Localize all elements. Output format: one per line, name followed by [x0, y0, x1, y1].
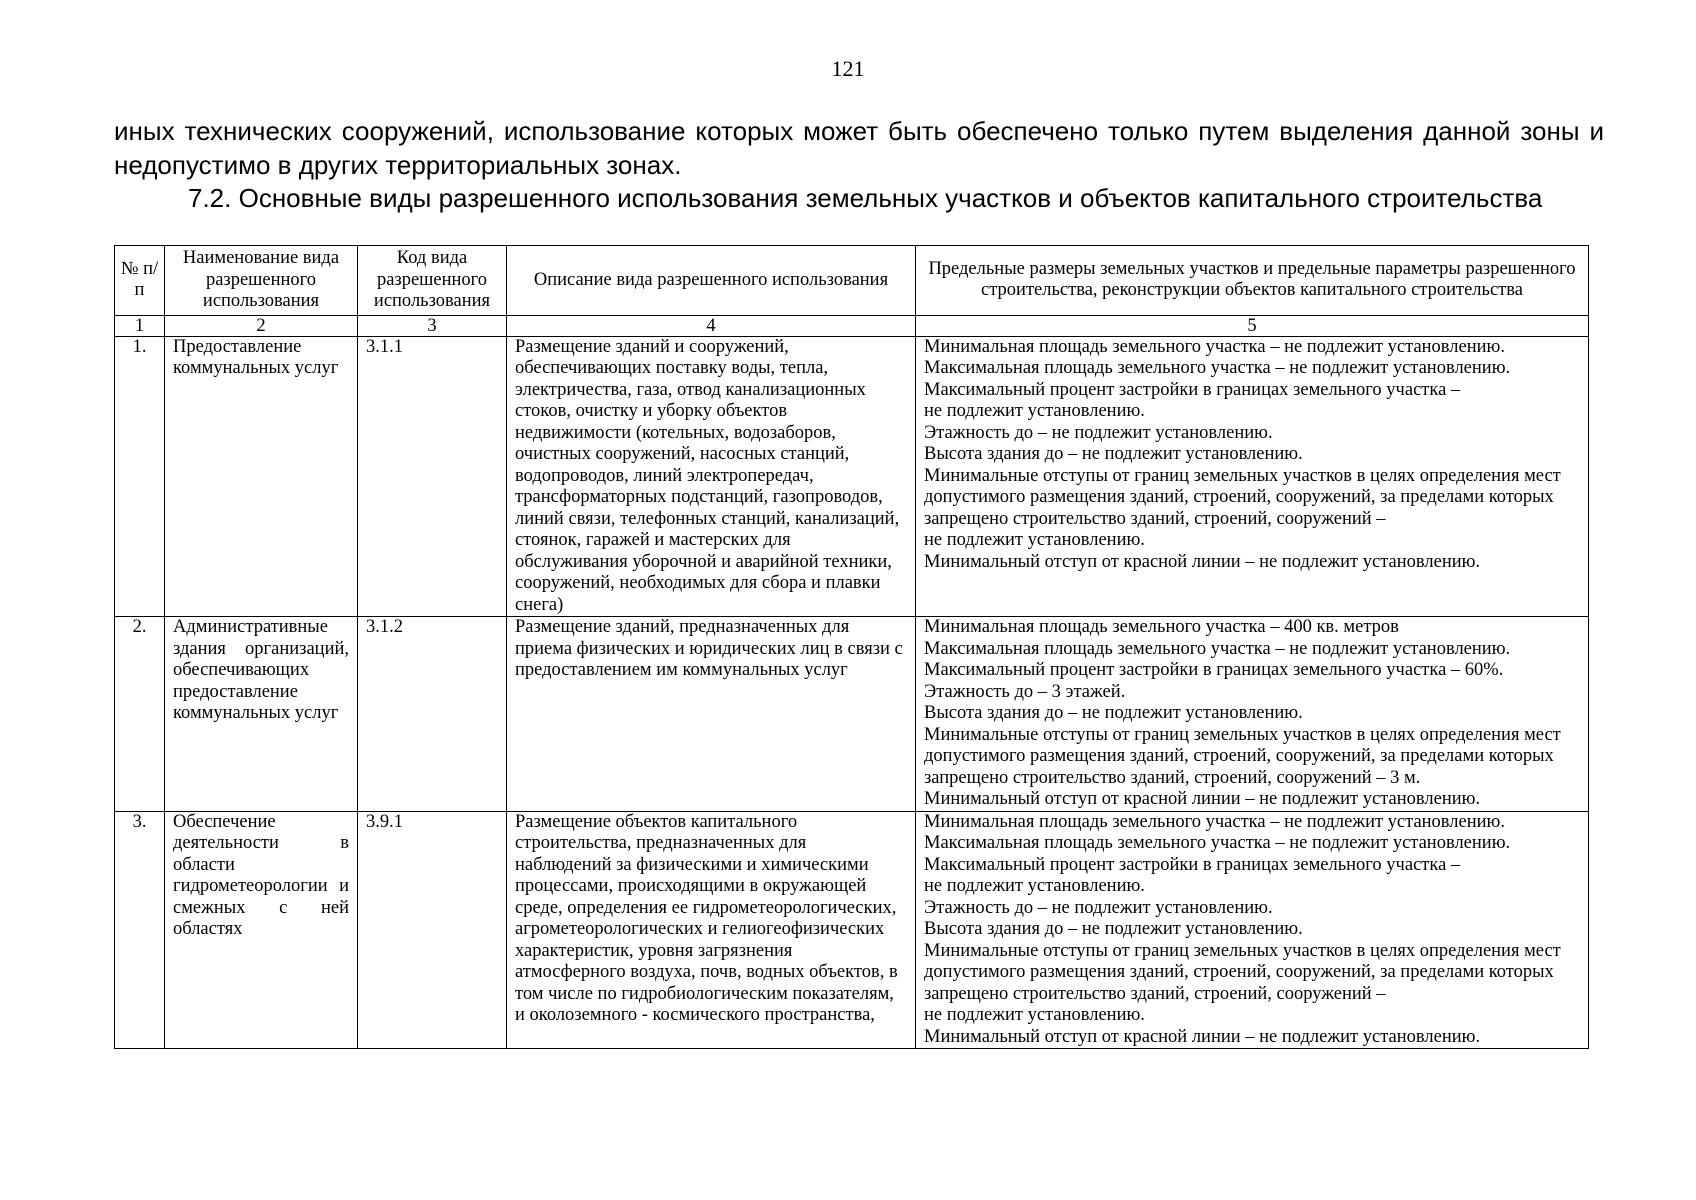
limit-line: Максимальная площадь земельного участка – не подлежит установлению. [924, 638, 1511, 659]
column-number: 4 [507, 315, 916, 336]
limit-line: не подлежит установлению. [924, 1005, 1145, 1025]
use-description: Размещение зданий и сооружений, обеспечивающих поставку воды, тепла, электричества, газа, отвод канализационных стоков, очистку и уборку объектов недвижимости (котельных, водозаборов, очистных сооружений, насосных станций, водопроводов, линий электропередач, трансформаторных подстанций, газопроводов, линий связи, телефонных станций, канализаций, стоянок, гаражей и мастерских для обслуживания уборочной и аварийной техники, сооружений, необходимых для сбора и плавки снега) [507, 336, 916, 617]
limit-line: Минимальная площадь земельного участка – 400 кв. метров [924, 617, 1399, 637]
limit-line: Минимальные отступы от границ земельных участков в целях определения мест допустимого размещения зданий, строений, сооружений, за пределами которых запрещено строительство зданий, строений, сооружений – [924, 465, 1561, 529]
section-title: 7.2. Основные виды разрешенного использования земельных участков и объектов капитального строительства [188, 183, 1543, 213]
use-code: 3.1.1 [358, 336, 507, 617]
column-number: 5 [916, 315, 1589, 336]
permitted-use-table [114, 245, 1589, 1049]
use-limits [916, 811, 1589, 1049]
use-name: Административные здания организаций, обеспечивающих предоставление коммунальных услуг [165, 617, 358, 812]
use-limits [916, 336, 1589, 617]
limit-line: Максимальная площадь земельного участка – не подлежит установлению. [924, 833, 1511, 853]
table-row [115, 336, 1589, 617]
header-code: Код вида разрешенного использования [358, 246, 507, 316]
use-description: Размещение зданий, предназначенных для приема физических и юридических лиц в связи с предоставлением им коммунальных услуг [507, 617, 916, 812]
column-number: 3 [358, 315, 507, 336]
limit-line: Этажность до – 3 этажей. [924, 681, 1126, 702]
limit-line: Минимальный отступ от красной линии – не подлежит установлению. [924, 1026, 1481, 1047]
limit-line: не подлежит установлению. [924, 401, 1145, 421]
limit-line: не подлежит установлению. [924, 530, 1145, 550]
header-description: Описание вида разрешенного использования [507, 246, 916, 316]
limit-line: Минимальный отступ от красной линии – не подлежит установлению. [924, 789, 1481, 809]
row-number: 1. [115, 336, 165, 617]
limit-line: Минимальная площадь земельного участка – не подлежит установлению. [924, 336, 1505, 357]
use-limits [916, 617, 1589, 812]
limit-line: Высота здания до – не подлежит установлению. [924, 703, 1303, 723]
limit-line: Минимальная площадь земельного участка – не подлежит установлению. [924, 811, 1505, 832]
limit-line: Минимальные отступы от границ земельных участков в целях определения мест допустимого размещения зданий, строений, сооружений, за пределами которых запрещено строительство зданий, строений, сооружений – [924, 940, 1561, 1004]
column-number: 2 [165, 315, 358, 336]
limit-line: Максимальный процент застройки в границах земельного участка – [924, 854, 1461, 875]
use-name: Обеспечение деятельности в области гидрометеорологии и смежных с ней областях [165, 811, 358, 1049]
use-code: 3.1.2 [358, 617, 507, 812]
intro-paragraph: иных технических сооружений, использование которых может быть обеспечено только путем выделения данной зоны и недопустимо в других территориальных зонах. [114, 116, 1604, 180]
header-num: № п/п [115, 246, 165, 316]
limit-line: Минимальные отступы от границ земельных участков в целях определения мест допустимого размещения зданий, строений, сооружений, за пределами которых запрещено строительство зданий, строений, сооружений – 3 м. [924, 724, 1561, 788]
table-header-row [115, 246, 1589, 316]
limit-line: Максимальная площадь земельного участка – не подлежит установлению. [924, 358, 1511, 378]
limit-line: не подлежит установлению. [924, 876, 1145, 896]
table-row [115, 617, 1589, 812]
limit-line: Максимальный процент застройки в границах земельного участка – 60%. [924, 660, 1504, 680]
column-number-row [115, 315, 1589, 336]
limit-line: Максимальный процент застройки в границах земельного участка – [924, 379, 1461, 400]
limit-line: Минимальный отступ от красной линии – не подлежит установлению. [924, 551, 1481, 572]
limit-line: Этажность до – не подлежит установлению. [924, 897, 1273, 918]
row-number: 3. [115, 811, 165, 1049]
row-number: 2. [115, 617, 165, 812]
header-limits: Предельные размеры земельных участков и предельные параметры разрешенного строительства, реконструкции объектов капитального строительства [916, 246, 1589, 316]
use-description: Размещение объектов капитального строительства, предназначенных для наблюдений за физическими и химическими процессами, происходящими в окружающей среде, определения ее гидрометеорологических, агрометеорологических и гелиогеофизических характеристик, уровня загрязнения атмосферного воздуха, почв, водных объектов, в том числе по гидробиологическим показателям, и околоземного - космического пространства, [507, 811, 916, 1049]
limit-line: Высота здания до – не подлежит установлению. [924, 919, 1303, 939]
use-name: Предоставление коммунальных услуг [165, 336, 358, 617]
limit-line: Высота здания до – не подлежит установлению. [924, 444, 1303, 464]
use-code: 3.9.1 [358, 811, 507, 1049]
limit-line: Этажность до – не подлежит установлению. [924, 422, 1273, 443]
page-number: 121 [831, 56, 865, 81]
table-row [115, 811, 1589, 1049]
column-number: 1 [115, 315, 165, 336]
header-name: Наименование вида разрешенного использования [165, 246, 358, 316]
